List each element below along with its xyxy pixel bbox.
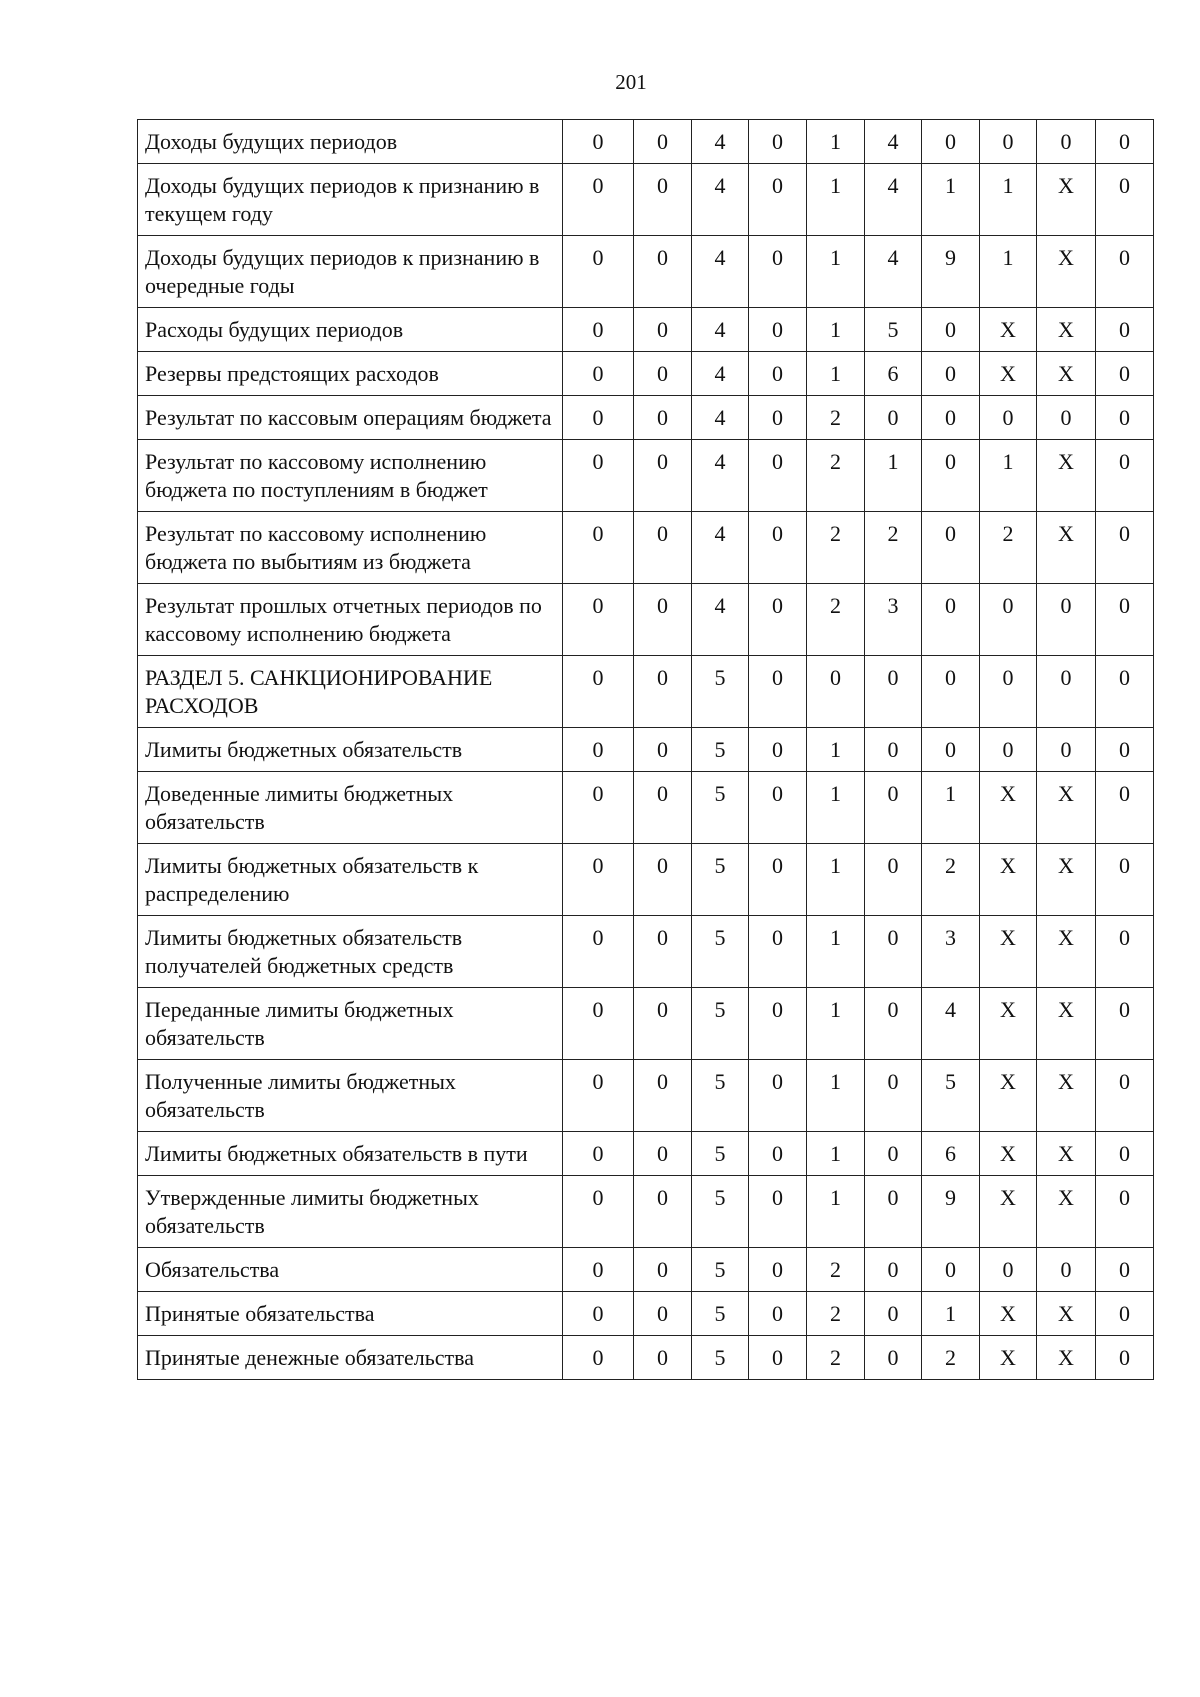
account-code-digit-cell: 0	[1037, 396, 1096, 440]
account-code-digit-cell: 2	[922, 1336, 980, 1380]
account-code-digit-cell: 5	[692, 656, 749, 728]
account-code-digit-cell: 4	[692, 120, 749, 164]
account-code-digit-cell: 0	[634, 1248, 692, 1292]
account-code-digit-cell: 0	[980, 656, 1037, 728]
account-code-digit-cell: 0	[1037, 728, 1096, 772]
account-code-digit-cell: 0	[563, 584, 634, 656]
table-row	[138, 988, 1154, 1060]
account-code-digit-cell: 0	[922, 440, 980, 512]
account-code-digit-cell: 5	[692, 1132, 749, 1176]
account-code-digit-cell: 0	[749, 120, 807, 164]
account-name-cell: Результат прошлых отчетных периодов по кассовому исполнению бюджета	[138, 584, 563, 656]
account-code-digit-cell: 1	[807, 236, 865, 308]
account-code-digit-cell: 0	[749, 1132, 807, 1176]
table-row	[138, 440, 1154, 512]
account-code-digit-cell: 0	[1096, 352, 1154, 396]
table-row	[138, 1176, 1154, 1248]
table-row	[138, 512, 1154, 584]
account-code-digit-cell: 0	[749, 988, 807, 1060]
account-code-digit-cell: 4	[692, 352, 749, 396]
account-code-digit-cell: X	[1037, 440, 1096, 512]
account-code-digit-cell: 0	[634, 844, 692, 916]
table-row	[138, 584, 1154, 656]
account-code-digit-cell: 1	[807, 352, 865, 396]
table-row	[138, 396, 1154, 440]
account-code-digit-cell: X	[980, 1292, 1037, 1336]
account-code-digit-cell: 0	[1096, 584, 1154, 656]
account-code-digit-cell: 5	[692, 1248, 749, 1292]
account-code-digit-cell: 0	[749, 772, 807, 844]
account-code-digit-cell: 0	[749, 584, 807, 656]
account-code-digit-cell: 3	[922, 916, 980, 988]
account-name-cell: Принятые обязательства	[138, 1292, 563, 1336]
account-name-cell: Лимиты бюджетных обязательств получателей бюджетных средств	[138, 916, 563, 988]
account-code-digit-cell: 2	[807, 396, 865, 440]
account-code-digit-cell: 0	[865, 988, 922, 1060]
account-code-digit-cell: X	[980, 1336, 1037, 1380]
account-code-digit-cell: 4	[692, 512, 749, 584]
account-code-digit-cell: 4	[922, 988, 980, 1060]
account-code-digit-cell: 0	[563, 396, 634, 440]
account-code-digit-cell: 1	[807, 916, 865, 988]
account-code-digit-cell: 0	[1096, 728, 1154, 772]
account-code-digit-cell: 0	[1037, 656, 1096, 728]
account-code-digit-cell: 0	[922, 352, 980, 396]
table-row	[138, 1336, 1154, 1380]
account-code-digit-cell: 5	[692, 1176, 749, 1248]
account-code-digit-cell: 0	[634, 120, 692, 164]
account-code-digit-cell: 0	[634, 308, 692, 352]
account-code-digit-cell: 4	[692, 396, 749, 440]
account-name-cell: Резервы предстоящих расходов	[138, 352, 563, 396]
account-code-digit-cell: 0	[749, 1176, 807, 1248]
table-row	[138, 916, 1154, 988]
account-name-cell: Утвержденные лимиты бюджетных обязательств	[138, 1176, 563, 1248]
account-code-digit-cell: 1	[980, 440, 1037, 512]
account-code-digit-cell: 6	[922, 1132, 980, 1176]
account-code-digit-cell: 0	[749, 1248, 807, 1292]
account-code-digit-cell: 4	[692, 236, 749, 308]
account-name-cell: Лимиты бюджетных обязательств в пути	[138, 1132, 563, 1176]
account-code-digit-cell: 9	[922, 1176, 980, 1248]
table-row	[138, 236, 1154, 308]
account-code-digit-cell: 2	[807, 1292, 865, 1336]
account-code-digit-cell: 0	[634, 512, 692, 584]
account-code-digit-cell: 1	[807, 988, 865, 1060]
table-row	[138, 1248, 1154, 1292]
account-code-digit-cell: 5	[865, 308, 922, 352]
account-code-digit-cell: 0	[563, 1132, 634, 1176]
table-row	[138, 844, 1154, 916]
table-row	[138, 728, 1154, 772]
account-code-digit-cell: 0	[634, 656, 692, 728]
account-code-digit-cell: 0	[1096, 1292, 1154, 1336]
account-name-cell: Доходы будущих периодов к признанию в текущем году	[138, 164, 563, 236]
account-code-digit-cell: 4	[865, 120, 922, 164]
account-code-digit-cell: 5	[692, 988, 749, 1060]
account-code-digit-cell: 0	[563, 772, 634, 844]
account-code-digit-cell: X	[1037, 772, 1096, 844]
account-code-digit-cell: 6	[865, 352, 922, 396]
account-code-digit-cell: 2	[807, 512, 865, 584]
account-code-digit-cell: 0	[563, 512, 634, 584]
account-code-digit-cell: X	[1037, 1336, 1096, 1380]
account-code-digit-cell: X	[1037, 164, 1096, 236]
account-code-digit-cell: 0	[634, 164, 692, 236]
account-code-digit-cell: 0	[922, 396, 980, 440]
account-code-digit-cell: 4	[692, 164, 749, 236]
account-code-digit-cell: 5	[692, 844, 749, 916]
account-code-digit-cell: 0	[634, 1292, 692, 1336]
account-code-digit-cell: 0	[922, 120, 980, 164]
account-code-digit-cell: X	[980, 1132, 1037, 1176]
account-code-digit-cell: X	[1037, 1060, 1096, 1132]
account-code-digit-cell: 4	[692, 584, 749, 656]
account-code-digit-cell: 1	[922, 772, 980, 844]
account-code-digit-cell: 0	[563, 1336, 634, 1380]
account-code-digit-cell: 0	[922, 1248, 980, 1292]
account-code-digit-cell: 0	[563, 120, 634, 164]
account-name-cell: Результат по кассовому исполнению бюджета по поступлениям в бюджет	[138, 440, 563, 512]
account-code-digit-cell: 0	[980, 396, 1037, 440]
account-name-cell: Результат по кассовым операциям бюджета	[138, 396, 563, 440]
account-code-digit-cell: 0	[634, 236, 692, 308]
account-code-digit-cell: 0	[563, 308, 634, 352]
account-code-digit-cell: 0	[922, 308, 980, 352]
account-code-digit-cell: 0	[1096, 396, 1154, 440]
account-code-digit-cell: 0	[749, 352, 807, 396]
account-code-digit-cell: 1	[807, 772, 865, 844]
account-code-digit-cell: 0	[749, 1060, 807, 1132]
account-code-digit-cell: 0	[749, 164, 807, 236]
account-code-digit-cell: 5	[692, 728, 749, 772]
account-code-digit-cell: 0	[749, 1336, 807, 1380]
account-code-digit-cell: 0	[634, 440, 692, 512]
account-code-digit-cell: 0	[1037, 1248, 1096, 1292]
account-code-digit-cell: 1	[807, 728, 865, 772]
account-code-digit-cell: X	[980, 988, 1037, 1060]
account-code-digit-cell: 0	[563, 844, 634, 916]
account-code-digit-cell: 0	[865, 916, 922, 988]
table-row	[138, 656, 1154, 728]
account-code-digit-cell: 0	[1037, 584, 1096, 656]
account-code-digit-cell: 1	[807, 844, 865, 916]
account-name-cell: Доведенные лимиты бюджетных обязательств	[138, 772, 563, 844]
account-code-digit-cell: 0	[865, 1060, 922, 1132]
account-code-digit-cell: 1	[807, 164, 865, 236]
account-code-digit-cell: 0	[563, 916, 634, 988]
account-code-digit-cell: 0	[563, 988, 634, 1060]
account-code-digit-cell: X	[1037, 1292, 1096, 1336]
account-code-digit-cell: 0	[1096, 1336, 1154, 1380]
account-code-digit-cell: 0	[634, 988, 692, 1060]
account-code-digit-cell: 0	[563, 656, 634, 728]
account-code-digit-cell: 1	[807, 1060, 865, 1132]
account-name-cell: Результат по кассовому исполнению бюджета по выбытиям из бюджета	[138, 512, 563, 584]
account-code-digit-cell: 0	[1096, 120, 1154, 164]
account-code-digit-cell: 0	[1096, 656, 1154, 728]
account-code-digit-cell: X	[1037, 1132, 1096, 1176]
account-code-digit-cell: X	[1037, 988, 1096, 1060]
account-code-digit-cell: 0	[749, 308, 807, 352]
account-code-digit-cell: 0	[1096, 988, 1154, 1060]
account-code-digit-cell: 0	[563, 1248, 634, 1292]
account-code-digit-cell: 0	[563, 440, 634, 512]
account-name-cell: Расходы будущих периодов	[138, 308, 563, 352]
account-code-digit-cell: 0	[865, 1176, 922, 1248]
account-code-digit-cell: 0	[1096, 1060, 1154, 1132]
account-code-digit-cell: 0	[980, 1248, 1037, 1292]
account-code-digit-cell: 0	[1096, 1132, 1154, 1176]
account-code-digit-cell: 0	[1037, 120, 1096, 164]
account-code-digit-cell: 0	[634, 772, 692, 844]
account-code-digit-cell: 2	[807, 1336, 865, 1380]
account-code-digit-cell: 0	[634, 396, 692, 440]
account-code-digit-cell: 0	[865, 728, 922, 772]
account-name-cell: РАЗДЕЛ 5. САНКЦИОНИРОВАНИЕ РАСХОДОВ	[138, 656, 563, 728]
account-code-digit-cell: X	[1037, 1176, 1096, 1248]
account-code-digit-cell: 0	[922, 512, 980, 584]
account-code-digit-cell: 0	[634, 584, 692, 656]
account-code-digit-cell: 1	[865, 440, 922, 512]
table-row	[138, 1292, 1154, 1336]
account-code-digit-cell: 0	[922, 656, 980, 728]
account-code-digit-cell: X	[980, 1060, 1037, 1132]
account-name-cell: Принятые денежные обязательства	[138, 1336, 563, 1380]
account-code-digit-cell: 0	[749, 1292, 807, 1336]
account-code-digit-cell: 1	[807, 308, 865, 352]
account-code-digit-cell: 0	[1096, 236, 1154, 308]
account-code-digit-cell: 4	[692, 308, 749, 352]
account-name-cell: Доходы будущих периодов	[138, 120, 563, 164]
account-code-digit-cell: 0	[865, 656, 922, 728]
account-code-digit-cell: 0	[634, 352, 692, 396]
account-code-digit-cell: X	[980, 352, 1037, 396]
account-code-digit-cell: X	[980, 772, 1037, 844]
account-code-digit-cell: 1	[980, 164, 1037, 236]
account-code-digit-cell: 5	[922, 1060, 980, 1132]
table-row	[138, 772, 1154, 844]
account-code-digit-cell: 0	[563, 1292, 634, 1336]
account-code-digit-cell: 0	[865, 772, 922, 844]
account-code-digit-cell: 0	[749, 656, 807, 728]
account-code-digit-cell: 2	[807, 1248, 865, 1292]
account-code-digit-cell: X	[980, 308, 1037, 352]
account-code-digit-cell: 0	[563, 352, 634, 396]
table-row	[138, 352, 1154, 396]
account-code-digit-cell: 0	[865, 396, 922, 440]
account-code-digit-cell: 0	[865, 1336, 922, 1380]
table-row	[138, 1132, 1154, 1176]
account-code-digit-cell: 1	[807, 1132, 865, 1176]
account-code-digit-cell: 0	[1096, 512, 1154, 584]
account-code-digit-cell: 0	[1096, 844, 1154, 916]
table-row	[138, 1060, 1154, 1132]
account-code-digit-cell: 4	[865, 164, 922, 236]
account-code-digit-cell: X	[1037, 512, 1096, 584]
table-row	[138, 308, 1154, 352]
account-code-digit-cell: 0	[980, 120, 1037, 164]
account-code-digit-cell: 2	[922, 844, 980, 916]
account-code-digit-cell: 0	[563, 164, 634, 236]
account-code-digit-cell: 0	[1096, 308, 1154, 352]
account-code-digit-cell: 0	[922, 728, 980, 772]
account-code-digit-cell: 2	[980, 512, 1037, 584]
account-code-digit-cell: 2	[865, 512, 922, 584]
account-code-digit-cell: 0	[634, 728, 692, 772]
account-code-digit-cell: 0	[749, 440, 807, 512]
account-code-digit-cell: 0	[1096, 916, 1154, 988]
account-code-digit-cell: 0	[1096, 440, 1154, 512]
account-code-digit-cell: 0	[807, 656, 865, 728]
account-code-digit-cell: X	[980, 844, 1037, 916]
account-code-digit-cell: 0	[1096, 772, 1154, 844]
account-code-digit-cell: 0	[865, 844, 922, 916]
table-row	[138, 164, 1154, 236]
account-code-digit-cell: 0	[865, 1292, 922, 1336]
table-row	[138, 120, 1154, 164]
account-code-digit-cell: 0	[634, 1336, 692, 1380]
account-name-cell: Полученные лимиты бюджетных обязательств	[138, 1060, 563, 1132]
account-name-cell: Доходы будущих периодов к признанию в очередные годы	[138, 236, 563, 308]
account-code-digit-cell: X	[980, 1176, 1037, 1248]
account-code-digit-cell: 0	[1096, 1248, 1154, 1292]
account-code-digit-cell: 2	[807, 584, 865, 656]
account-code-digit-cell: 0	[749, 728, 807, 772]
account-code-digit-cell: 5	[692, 916, 749, 988]
account-name-cell: Обязательства	[138, 1248, 563, 1292]
account-code-digit-cell: 3	[865, 584, 922, 656]
account-code-digit-cell: 0	[563, 1176, 634, 1248]
account-code-digit-cell: 5	[692, 772, 749, 844]
account-name-cell: Лимиты бюджетных обязательств к распределению	[138, 844, 563, 916]
account-code-digit-cell: 2	[807, 440, 865, 512]
account-code-digit-cell: 0	[563, 1060, 634, 1132]
account-code-digit-cell: X	[980, 916, 1037, 988]
account-code-digit-cell: X	[1037, 308, 1096, 352]
account-code-digit-cell: 1	[922, 1292, 980, 1336]
account-name-cell: Лимиты бюджетных обязательств	[138, 728, 563, 772]
account-code-digit-cell: 0	[563, 236, 634, 308]
account-code-digit-cell: 0	[980, 584, 1037, 656]
account-code-digit-cell: 1	[980, 236, 1037, 308]
account-code-digit-cell: 0	[749, 396, 807, 440]
account-code-digit-cell: 0	[1096, 1176, 1154, 1248]
account-code-digit-cell: 0	[634, 1060, 692, 1132]
account-code-digit-cell: 4	[692, 440, 749, 512]
account-code-digit-cell: 0	[749, 916, 807, 988]
account-code-digit-cell: 4	[865, 236, 922, 308]
account-code-digit-cell: 0	[563, 728, 634, 772]
account-code-digit-cell: 0	[1096, 164, 1154, 236]
account-code-digit-cell: 1	[807, 1176, 865, 1248]
account-code-digit-cell: 0	[634, 1176, 692, 1248]
account-code-digit-cell: 0	[634, 1132, 692, 1176]
account-code-digit-cell: 0	[922, 584, 980, 656]
table-body	[138, 120, 1154, 1380]
account-code-digit-cell: 0	[865, 1248, 922, 1292]
account-code-digit-cell: 5	[692, 1336, 749, 1380]
account-code-digit-cell: 0	[865, 1132, 922, 1176]
account-code-digit-cell: X	[1037, 236, 1096, 308]
account-code-digit-cell: X	[1037, 352, 1096, 396]
account-code-digit-cell: 9	[922, 236, 980, 308]
account-name-cell: Переданные лимиты бюджетных обязательств	[138, 988, 563, 1060]
account-code-digit-cell: 0	[634, 916, 692, 988]
account-code-digit-cell: 0	[749, 512, 807, 584]
page-number: 201	[615, 70, 647, 94]
account-code-digit-cell: 0	[749, 844, 807, 916]
account-code-digit-cell: 1	[922, 164, 980, 236]
account-code-digit-cell: 5	[692, 1060, 749, 1132]
account-code-digit-cell: X	[1037, 916, 1096, 988]
account-code-digit-cell: 0	[749, 236, 807, 308]
chart-of-accounts-table	[137, 119, 1154, 1380]
account-code-digit-cell: 0	[980, 728, 1037, 772]
account-code-digit-cell: 5	[692, 1292, 749, 1336]
account-code-digit-cell: 1	[807, 120, 865, 164]
account-code-digit-cell: X	[1037, 844, 1096, 916]
